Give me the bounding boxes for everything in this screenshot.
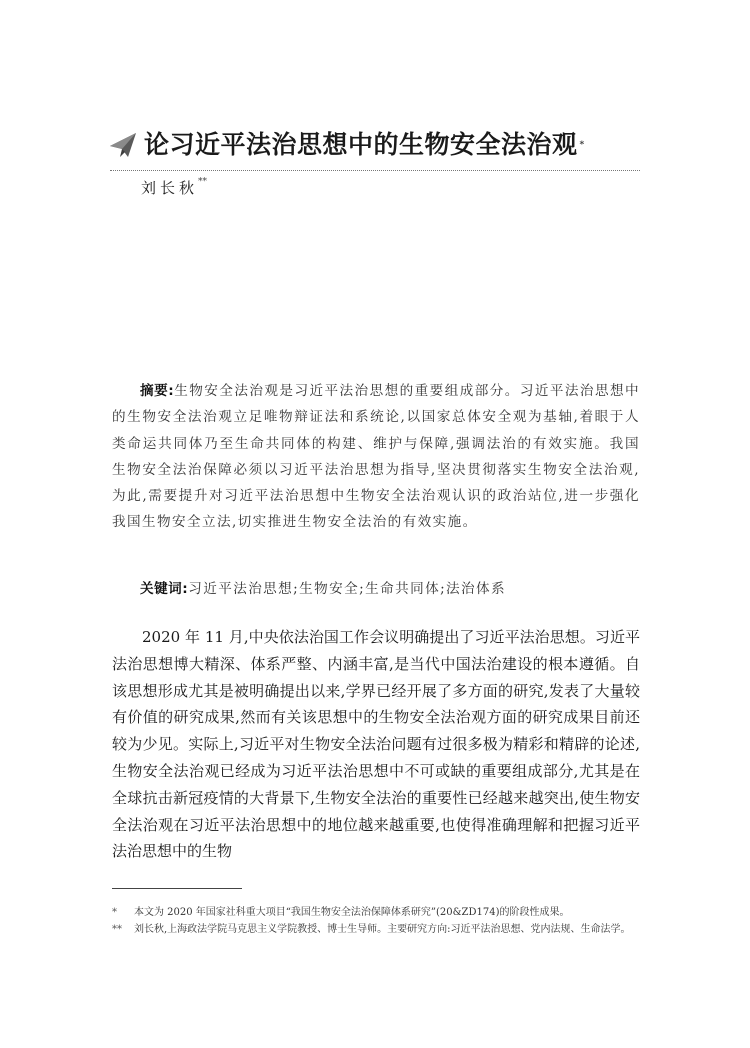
abstract	[112, 378, 640, 536]
author-name: 刘长秋	[141, 179, 199, 197]
footnote-divider	[112, 888, 242, 889]
title-footnote-mark: *	[579, 140, 585, 150]
footnote-text: 刘长秋,上海政法学院马克思主义学院教授、博士生导师。主要研究方向:习近平法治思想、党内法规、生命法学。	[134, 924, 631, 935]
abstract-label: 摘要:	[140, 383, 175, 399]
abstract-text: 生物安全法治观是习近平法治思想的重要组成部分。习近平法治思想中的生物安全法治观立足唯物辩证法和系统论,以国家总体安全观为基轴,着眼于人类命运共同体乃至生命共同体的构建、维护与保障,强调法治的有效实施。我国生物安全法治保障必须以习近平法治思想为指导,坚决贯彻落实生物安全法治观,为此,需要提升对习近平法治思想中生物安全法治观认识的政治站位,进一步强化我国生物安全立法,切实推进生物安全法治的有效实施。	[112, 383, 641, 531]
title-divider	[110, 170, 640, 171]
footnote-item	[112, 904, 640, 921]
keywords-text: 习近平法治思想;生物安全;生命共同体;法治体系	[188, 581, 507, 597]
keywords	[140, 576, 640, 602]
title-text: 论习近平法治思想中的生物安全法治观	[144, 130, 578, 159]
footnotes	[112, 904, 640, 938]
keywords-label: 关键词:	[140, 581, 189, 597]
title-row	[108, 128, 585, 162]
page-title	[144, 128, 585, 162]
footnote-text: 本文为 2020 年国家社科重大项目“我国生物安全法治保障体系研究”(20&ZD174)的阶段性成果。	[134, 907, 570, 918]
author-footnote-mark: **	[198, 177, 208, 187]
footnote-item	[112, 921, 640, 938]
body-paragraph: 2020 年 11 月,中央依法治国工作会议明确提出了习近平法治思想。习近平法治思想博大精深、体系严整、内涵丰富,是当代中国法治建设的根本遵循。自该思想形成尤其是被明确提出以来,学界已经开展了多方面的研究,发表了大量较有价值的研究成果,然而有关该思想中的生物安全法治观方面的研究成果目前还较为少见。实际上,习近平对生物安全法治问题有过很多极为精彩和精辟的论述,生物安全法治观已经成为习近平法治思想中不可或缺的重要组成部分,尤其是在全球抗击新冠疫情的大背景下,生物安全法治的重要性已经越来越突出,使生物安全法治观在习近平法治思想中的地位越来越重要,也使得准确理解和把握习近平法治思想中的生物	[112, 628, 640, 861]
paper-plane-icon	[108, 130, 138, 160]
author	[141, 177, 207, 198]
footnote-mark: *	[112, 907, 117, 918]
footnote-mark: **	[112, 924, 122, 935]
